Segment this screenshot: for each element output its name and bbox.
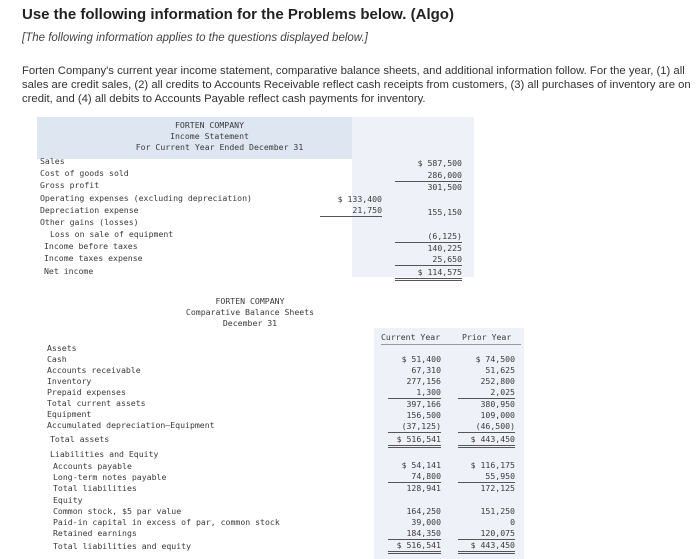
is-row-col2: 301,500 xyxy=(427,182,462,192)
bs-row-prior: 55,950 xyxy=(458,470,515,483)
is-row-col2: 25,650 xyxy=(395,253,462,266)
is-period: For Current Year Ended December 31 xyxy=(135,142,304,152)
is-row-label: Net income xyxy=(44,266,94,276)
bs-row-label: Assets xyxy=(47,343,77,353)
bs-row-prior: 151,250 xyxy=(480,506,515,516)
bs-row-label: Total liabilities xyxy=(53,483,137,493)
bs-company: FORTEN COMPANY xyxy=(215,296,285,306)
bs-row-prior: 172,125 xyxy=(480,483,515,493)
is-row-label: Other gains (losses) xyxy=(40,217,139,227)
bs-row-label: Accounts payable xyxy=(53,461,132,471)
bs-row-prior: 380,950 xyxy=(480,399,515,409)
is-company: FORTEN COMPANY xyxy=(174,120,244,130)
bs-row-current: 67,310 xyxy=(411,365,441,375)
is-row-col2: 140,225 xyxy=(427,243,462,253)
bs-row-prior: $ 443,450 xyxy=(458,539,515,554)
bs-name: Comparative Balance Sheets xyxy=(185,307,315,317)
bs-row-label: Total liabilities and equity xyxy=(53,541,192,551)
bs-row-label: Inventory xyxy=(47,376,92,386)
bs-row-label: Retained earnings xyxy=(53,528,137,538)
bs-row-current: 1,300 xyxy=(388,386,441,399)
is-row-col1: 21,750 xyxy=(320,204,382,217)
is-row-col2: $ 114,575 xyxy=(395,266,462,281)
col-current-year: Current Year xyxy=(381,332,441,342)
bs-row-current: 74,800 xyxy=(388,470,441,483)
bs-row-label: Accounts receivable xyxy=(47,365,141,375)
bs-row-prior: 252,800 xyxy=(480,376,515,386)
bs-row-current: 397,166 xyxy=(406,399,441,409)
is-row-label: Sales xyxy=(40,156,65,166)
bs-row-current: $ 51,400 xyxy=(401,354,441,364)
bs-row-current: $ 516,541 xyxy=(388,433,441,448)
bs-row-prior: $ 116,175 xyxy=(470,460,515,470)
bs-row-current: 39,000 xyxy=(411,517,441,527)
bs-row-prior: (46,500) xyxy=(458,420,515,433)
bs-row-label: Equipment xyxy=(47,409,92,419)
is-row-label: Income taxes expense xyxy=(44,253,143,263)
bs-row-prior: 2,025 xyxy=(458,386,515,399)
bs-row-prior: 51,625 xyxy=(485,365,515,375)
bs-row-label: Liabilities and Equity xyxy=(50,449,159,459)
bs-row-current: 277,156 xyxy=(406,376,441,386)
is-row-col2: 155,150 xyxy=(427,207,462,217)
bs-row-prior: 120,075 xyxy=(458,527,515,540)
is-row-col1: $ 133,400 xyxy=(337,194,382,204)
bs-row-current: 184,350 xyxy=(388,527,441,540)
bs-row-label: Common stock, $5 par value xyxy=(53,506,182,516)
bs-date: December 31 xyxy=(222,318,278,328)
is-row-label: Depreciation expense xyxy=(40,205,139,215)
is-name: Income Statement xyxy=(170,131,249,141)
bs-row-label: Total assets xyxy=(50,434,110,444)
is-row-label: Income before taxes xyxy=(44,241,138,251)
bs-row-prior: 109,000 xyxy=(480,410,515,420)
bs-row-current: 128,941 xyxy=(406,483,441,493)
bs-row-current: $ 54,141 xyxy=(401,460,441,470)
bs-row-current: 164,250 xyxy=(406,506,441,516)
is-row-label: Operating expenses (excluding depreciation) xyxy=(40,193,252,203)
is-row-label: Loss on sale of equipment xyxy=(50,229,174,239)
page-title: Use the following information for the Problems below. (Algo) xyxy=(22,6,454,23)
bs-row-label: Prepaid expenses xyxy=(47,387,126,397)
col-header-rule xyxy=(381,344,521,345)
bs-row-label: Total current assets xyxy=(47,398,146,408)
bs-row-label: Accumulated depreciation—Equipment xyxy=(47,420,215,430)
bs-row-prior: $ 74,500 xyxy=(475,354,515,364)
bs-row-current: $ 516,541 xyxy=(388,539,441,554)
bs-row-current: 156,500 xyxy=(406,410,441,420)
balance-sheet-header xyxy=(40,293,370,335)
bs-row-prior: $ 443,450 xyxy=(458,433,515,448)
is-row-col2: (6,125) xyxy=(395,230,462,243)
is-row-col2: 286,000 xyxy=(395,169,462,182)
page-subtitle: [The following information applies to the questions displayed below.] xyxy=(22,32,368,44)
is-row-label: Gross profit xyxy=(40,180,100,190)
bs-row-label: Equity xyxy=(53,495,83,505)
bs-row-current: (37,125) xyxy=(388,420,441,433)
bs-row-label: Cash xyxy=(47,354,67,364)
is-row-col2: $ 587,500 xyxy=(417,158,462,168)
is-row-label: Cost of goods sold xyxy=(40,168,129,178)
income-statement-header xyxy=(37,117,352,159)
intro-paragraph: Forten Company's current year income statement, comparative balance sheets, and additional information follow. For the year, (1) all sales are credit sales, (2) all credits to Accounts Receivable reflect cash receipts from customers, (3) all purchases of inventory are on credit, and (4) all debits to Accounts Payable reflect cash payments for inventory. xyxy=(22,65,691,105)
bs-row-prior: 0 xyxy=(510,517,515,527)
bs-row-label: Paid-in capital in excess of par, common stock xyxy=(53,517,280,527)
bs-row-label: Long-term notes payable xyxy=(53,472,167,482)
col-prior-year: Prior Year xyxy=(462,332,512,342)
